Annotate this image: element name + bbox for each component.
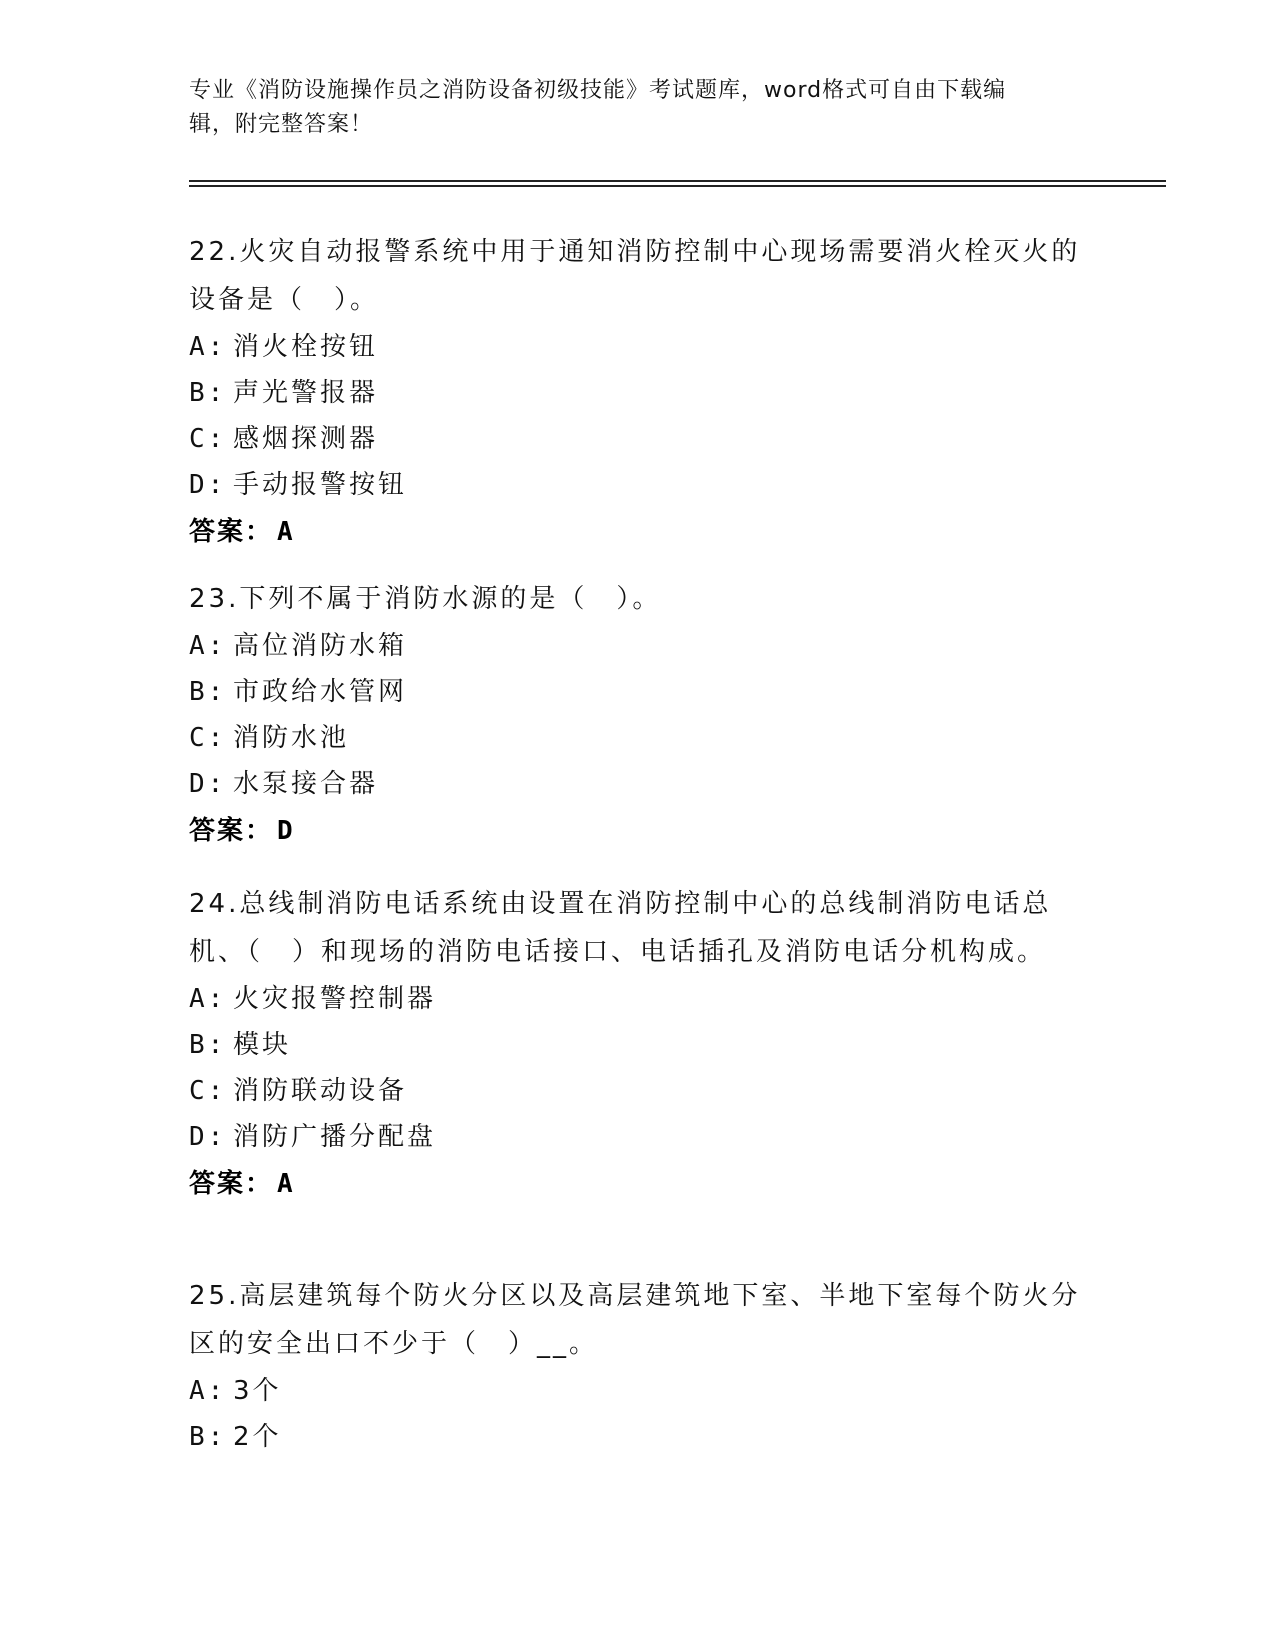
header-line-2: 辑，附完整答案！ [189,112,374,137]
option-a [189,324,1089,370]
option-text: 声光警报器 [233,378,379,408]
option-d [189,761,1089,807]
option-key: B: [189,1422,227,1452]
option-key: D: [189,470,227,500]
answer-value: A [277,517,295,547]
question-stem: 25.高层建筑每个防火分区以及高层建筑地下室、半地下室每个防火分区的安全出口不少于（ ）__。 [189,1281,1081,1359]
option-key: B: [189,677,227,707]
answer-line [189,508,1089,556]
answer-line [189,807,1089,855]
option-text: 消防联动设备 [233,1076,408,1106]
option-b [189,370,1089,416]
question-22 [189,228,1089,556]
option-key: B: [189,1030,227,1060]
option-a [189,1368,1089,1414]
option-key: C: [189,723,227,753]
option-text: 模块 [233,1030,292,1060]
answer-label: 答案： [189,1169,274,1199]
document-header [189,74,1089,142]
option-a [189,976,1089,1022]
option-c [189,715,1089,761]
option-d [189,462,1089,508]
option-text: 水泵接合器 [233,769,379,799]
option-key: A: [189,332,227,362]
option-text: 市政给水管网 [233,677,408,707]
option-a [189,623,1089,669]
question-23 [189,575,1089,855]
header-divider-top [189,180,1166,182]
option-b [189,1414,1089,1460]
option-text: 3个 [233,1376,282,1406]
option-key: A: [189,1376,227,1406]
answer-value: A [277,1169,295,1199]
answer-value: D [277,816,295,846]
option-key: A: [189,984,227,1014]
option-key: D: [189,769,227,799]
option-text: 消火栓按钮 [233,332,379,362]
option-text: 感烟探测器 [233,424,379,454]
option-key: D: [189,1122,227,1152]
option-text: 手动报警按钮 [233,470,408,500]
option-text: 火灾报警控制器 [233,984,437,1014]
option-d [189,1114,1089,1160]
option-key: C: [189,424,227,454]
option-key: B: [189,378,227,408]
question-stem: 23.下列不属于消防水源的是（ ）。 [189,584,662,614]
option-text: 高位消防水箱 [233,631,408,661]
answer-label: 答案： [189,517,274,547]
option-text: 消防水池 [233,723,350,753]
question-25 [189,1272,1089,1460]
option-c [189,1068,1089,1114]
answer-line [189,1160,1089,1208]
header-line-1: 专业《消防设施操作员之消防设备初级技能》考试题库，word格式可自由下载编 [189,78,1007,103]
option-text: 消防广播分配盘 [233,1122,437,1152]
option-b [189,669,1089,715]
option-key: C: [189,1076,227,1106]
option-text: 2个 [233,1422,282,1452]
option-b [189,1022,1089,1068]
question-24 [189,880,1089,1208]
question-stem: 24.总线制消防电话系统由设置在消防控制中心的总线制消防电话总机、（ ）和现场的消防电话接口、电话插孔及消防电话分机构成。 [189,889,1052,967]
question-stem: 22.火灾自动报警系统中用于通知消防控制中心现场需要消火栓灭火的设备是（ ）。 [189,237,1081,315]
option-key: A: [189,631,227,661]
header-divider-bottom [189,185,1166,187]
answer-label: 答案： [189,816,274,846]
option-c [189,416,1089,462]
